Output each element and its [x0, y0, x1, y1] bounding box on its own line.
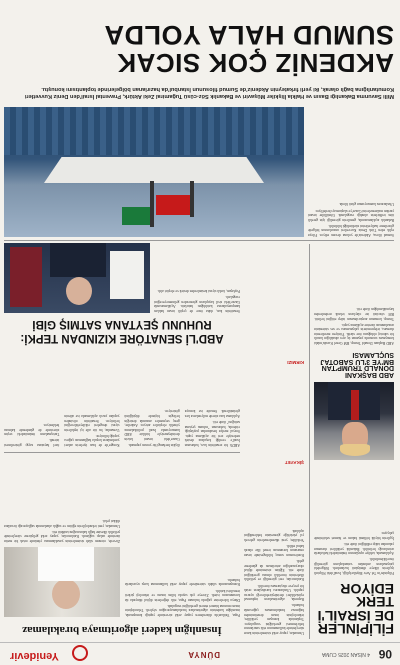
middle-column-body-left: Uzmanlar, yapay zekâ sistemlerinin karar süreçlerinde kullanımının etik sınırlarının belirlenmesi gerektiğini vurguluyor. Toplantıda konuşan yetkililer, teknolojinin insan denetiminden bağımsız bırakılmaması çağrısında bulundu. Raporda, algoritmaların toplumsal eşitsizlikleri derinleştirebileceği uyarısı yapıldı. Uluslararası kuruluşların ortak bir çerçeve oluşturması önerildi. Katılımcılar, veri güvenliği ve şeffaflık ilkelerinin öncelikli olması gerektiğini ifade etti. Eğitim sisteminde dijital okuryazarlığın artırılması da gündeme geldi. Konferansın sonuç bildirgesinde insan onurunun korunması temel ilke olarak kabul edildi. Yetkililer, yeni düzenlemelerin gelecek yıl yürürlüğe girmesinin beklendiğini açıkladı. — [244, 528, 304, 635]
bottom-story-headline: İnsanlığın kaderi algoritmaya bırakılamaz — [22, 624, 222, 636]
kicker-kirmizi: KIRMIZI — [287, 360, 304, 365]
section-title: DÜNYA — [187, 650, 220, 659]
trump-photo — [314, 382, 394, 460]
lead-headline-line2: AKDENİZ ÇOK SICAK — [116, 48, 394, 78]
lead-story-body: Sumud filosu, Akdeniz'de yoluna devam ediyor. Filoya eşlik eden Türk Deniz Kuvvetleri unsurlarının bölgede gözetleme faaliyetlerini sürdürdüğü bildirildi. Bakanlık açıklamasında, gemilerin güvenliği için gerekli tüm tedbirlerin alındığı vurgulandı. Gönüllüler insani yardım malzemelerini Gazze'ye ulaştırmayı hedefliyor. Uluslararası kamuoyunun gözü filoda. — [308, 202, 394, 237]
brand-name: Yenidevir — [10, 650, 59, 662]
right-story-body: Filipinler'in Tel Aviv Büyükelçiliği, İsrail'deki Filipinli işçilerin ülkeye dönüşünü hızlandırdı. Bölgedeki çatışmaların ardından vatandaşların güvenliği önceliklendirildi. Açıklamada, tahliye uçuşlarının önümüzdeki haftalarda artırılacağı belirtildi. Bakanlık yetkilileri durumun yakından takip edildiğini ifade etti. İşçilerin büyük bölümü bakım ve hizmet sektöründe çalışıyor. — [314, 531, 394, 575]
kicker-sikayet: ŞİKAYET — [284, 460, 304, 465]
senator-story-body: ABD'li bir senatörün kızı, babasının İsrail'e verdiği koşulsuz destek nedeniyle sert bir açıklama yaptı. Sosyal medya hesabından paylaştığı videoda, babasının "ruhunu şeytana sattığını" ifade etti. Açıklama kısa sürede milyonlarca kez görüntülendi. Senatör ise konuya ilişkin herhangi bir yorum yapmadı. Gazze'deki insani krizin derinleşmesiyle birlikte ABD kamuoyunda İsrail politikalarına yönelik eleştiriler artıyor. Anketler, genç seçmenler arasında desteğin belirgin biçimde düştüğünü gösteriyor. Kongre'de de bazı üyelerin askeri yardımların koşula bağlanması çağrısı yaptığı biliniyor. Uzmanlar, bu tür aile içi tepkilerin siyasi dengeleri etkileyebileceğini belirtiyor. Senatörün ofisinden yapılan yazılı açıklamada ise ailenin özel hayatına saygı gösterilmesi istendi. Tartışmaların önümüzdeki seçim sürecinde de gündemde kalması bekleniyor. — [4, 409, 240, 447]
lead-subhead: Milli Savunma Bakanlığı Basın ve Halkla İlişkiler Müşaviri ve Bakanlık Söz-cüsü Tuğamiral Zeki Aktürk, Pravental İsrail'den Deniz Kuvvetleri Komutanlığına bağlı olarak, iki yerli fırkateynin Akdeniz'de Sumud filosunun İstanbul'da hazırlanan bölgelerinde toplantısını konuştu. — [24, 86, 394, 99]
senator-headline-line1: ABD'Lİ SENATÖRE KIZINDAN TEPKİ: — [20, 332, 224, 344]
column-divider — [309, 244, 310, 639]
section-divider — [4, 452, 240, 453]
pope-photo — [4, 547, 120, 617]
bottom-story-body-right: Zirvede, otonom silah sistemlerinin yasaklanması yönünde ortak bir metin üzerinde uzlaşı sağlandı. Katılımcılar, yapay zekâ geliştirme süreçlerinde şeffaflık ilkesine bağlı kalınacağını taahhüt etti. Uzmanlar, yeni teknolojilerin eğitim ve sağlık alanlarında sağlayacağı fırsatlara dikkat çekti. — [4, 519, 120, 543]
issue-date: 4 NİSAN 2025 CUMA — [321, 651, 370, 657]
senator-story-body-2: Senatörün kızı, daha önce de çeşitli insan hakları kampanyalarına katıldığını hatırlattı. Açıklamasında Gazze'deki sivil kayıpların görmezden gelinemeyeceğini vurguladı. Paylaşım, farklı siyasi kesimlerden destek ve eleştiri aldı. — [154, 289, 240, 313]
lead-headline-line1: SUMUD HALA YOLDA — [104, 20, 394, 50]
masthead — [0, 642, 400, 665]
right-story-headline: FİLİPİNLER DE İSRAİL'İ TERK EDİYOR — [317, 581, 394, 637]
senator-headline-line2: RUHUNU ŞEYTANA SATMIŞ GİBİ — [32, 318, 212, 330]
trump-story-body: ABD Başkanı Donald Trump, BM Genel Kurulu'ndaki konuşması sırasında yaşanan üç ayrı aksaklığın kasıtlı bir sabotaj olduğunu öne sürdü. Yürüyen merdivenin durması, telepromterin çalışmaması ve ses sisteminin arızalanması üzerine açıklama yaptı. Trump, konunun araştırılmasını talep ettiğini belirtti. BM sözcüsü ise olayların teknik nedenlerden kaynaklandığını ifade etti. — [314, 307, 394, 345]
trump-story-headline: ABD BAŞKANI DONALD TRUMP'TAN BM'YE 3'LÜ SABOTAJ SUÇLAMASI — [320, 351, 394, 378]
senator-photo — [4, 243, 150, 313]
flotilla-photo — [4, 107, 304, 237]
page-number: 06 — [378, 647, 392, 661]
brand-logo-icon — [72, 645, 88, 661]
lead-divider — [4, 240, 394, 241]
bottom-story-body: Papa, Vatikan'da düzenlenen yapay zekâ zirvesinde yaptığı konuşmada, insanlığın kaderinin algoritmalara bırakılamayacağını söyledi. Teknolojinin insan onuruna hizmet etmesi gerektiğini vurguladı. Dünya liderlerine çağrıda bulunan Papa, etik değerlerin dijital dünyada da korunmasını istedi. Zirveye çok sayıda bilim insanı ve teknoloji şirketi temsilcisi katıldı. Konuşmasında silahlı sistemlerde yapay zekâ kullanımına karşı uyarılarda bulundu. — [125, 577, 240, 617]
